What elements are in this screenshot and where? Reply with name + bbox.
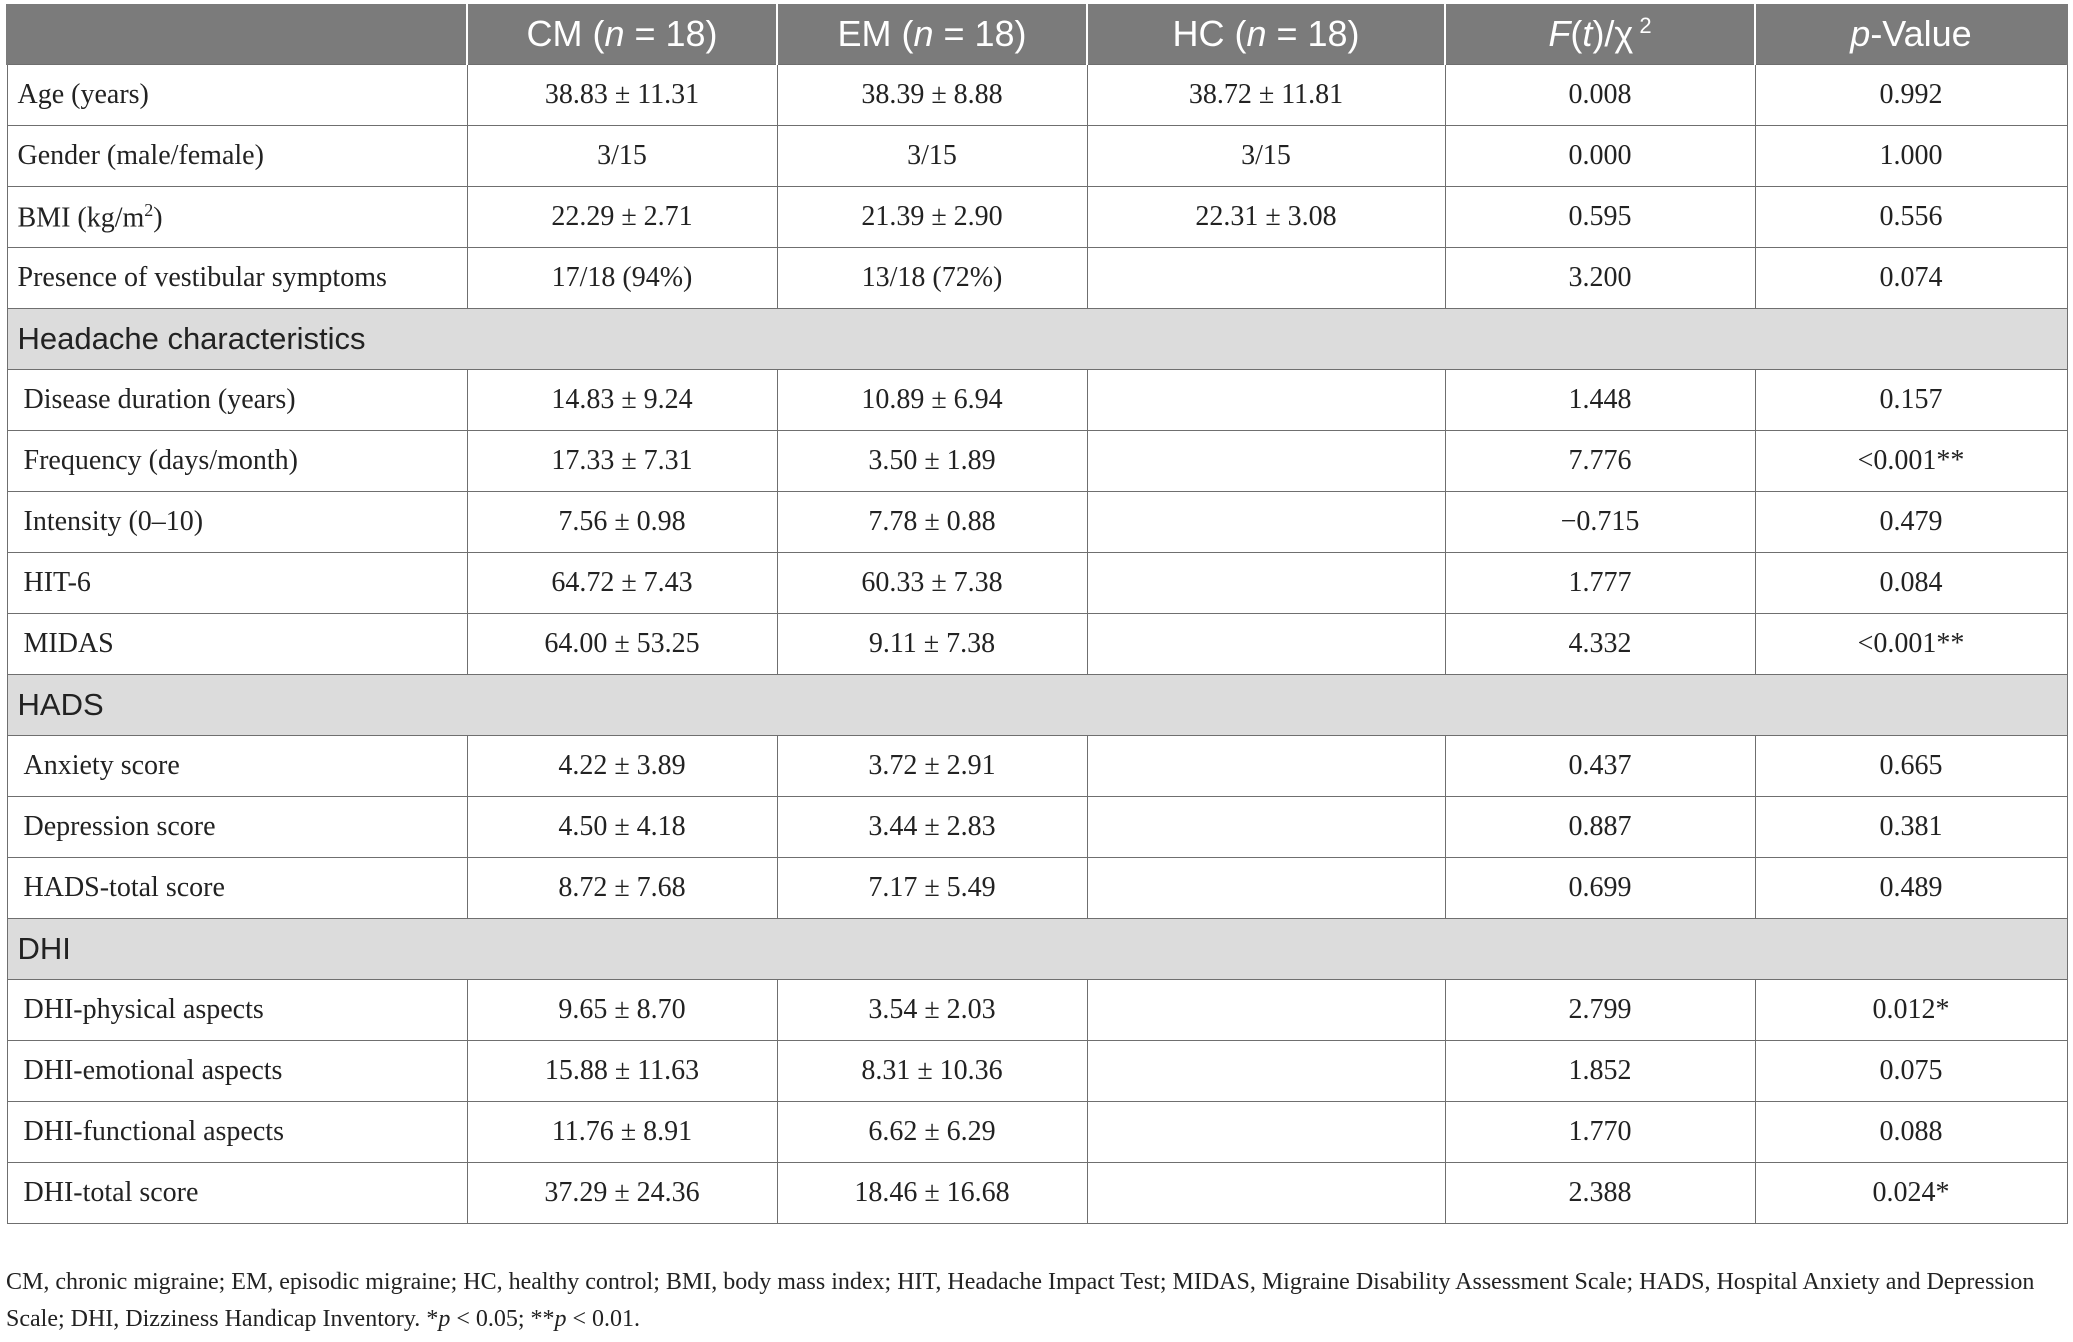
table-row (7, 492, 2067, 553)
statistic-value: 1.770 (1445, 1102, 1755, 1163)
table-footnote: CM, chronic migraine; EM, episodic migraine; HC, healthy control; BMI, body mass index; HIT, Headache Impact Test; MIDAS, Migraine Disability Assessment Scale; HADS, Hospital Anxiety and Depression Scale; DHI, Dizziness Handicap Inventory. *p < 0.05; **p < 0.01. (6, 1269, 2035, 1332)
p-value: <0.001** (1755, 614, 2067, 675)
row-label: Frequency (days/month) (7, 431, 467, 492)
cm-value: 3/15 (467, 126, 777, 187)
statistic-value: 1.448 (1445, 370, 1755, 431)
row-label: Anxiety score (7, 736, 467, 797)
cm-value: 38.83 ± 11.31 (467, 65, 777, 126)
statistic-value: 0.595 (1445, 187, 1755, 248)
p-value: 0.024* (1755, 1163, 2067, 1224)
cm-value: 7.56 ± 0.98 (467, 492, 777, 553)
p-value: 0.074 (1755, 248, 2067, 309)
statistic-value: 0.887 (1445, 797, 1755, 858)
em-value: 38.39 ± 8.88 (777, 65, 1087, 126)
cm-value: 9.65 ± 8.70 (467, 980, 777, 1041)
section-header-row (7, 919, 2067, 980)
statistic-value: −0.715 (1445, 492, 1755, 553)
row-label: Depression score (7, 797, 467, 858)
cm-value: 14.83 ± 9.24 (467, 370, 777, 431)
table-row (7, 1102, 2067, 1163)
row-label: HADS-total score (7, 858, 467, 919)
cm-value: 64.72 ± 7.43 (467, 553, 777, 614)
em-value: 8.31 ± 10.36 (777, 1041, 1087, 1102)
cm-value: 4.22 ± 3.89 (467, 736, 777, 797)
em-value: 6.62 ± 6.29 (777, 1102, 1087, 1163)
p-value: 1.000 (1755, 126, 2067, 187)
demographics-table (6, 4, 2068, 1224)
row-label: Gender (male/female) (7, 126, 467, 187)
statistic-value: 3.200 (1445, 248, 1755, 309)
cm-value: 4.50 ± 4.18 (467, 797, 777, 858)
table-row (7, 126, 2067, 187)
hc-value (1087, 1041, 1445, 1102)
em-value: 9.11 ± 7.38 (777, 614, 1087, 675)
hc-value: 38.72 ± 11.81 (1087, 65, 1445, 126)
cm-value: 15.88 ± 11.63 (467, 1041, 777, 1102)
header-hc: HC (n = 18) (1087, 4, 1445, 65)
statistic-value: 4.332 (1445, 614, 1755, 675)
statistic-value: 0.000 (1445, 126, 1755, 187)
table-row (7, 736, 2067, 797)
hc-value (1087, 1102, 1445, 1163)
hc-value (1087, 858, 1445, 919)
em-value: 21.39 ± 2.90 (777, 187, 1087, 248)
em-value: 7.78 ± 0.88 (777, 492, 1087, 553)
em-value: 3.54 ± 2.03 (777, 980, 1087, 1041)
p-value: 0.556 (1755, 187, 2067, 248)
em-value: 18.46 ± 16.68 (777, 1163, 1087, 1224)
hc-value (1087, 370, 1445, 431)
table-row (7, 431, 2067, 492)
table-row (7, 614, 2067, 675)
hc-value: 22.31 ± 3.08 (1087, 187, 1445, 248)
table-container (6, 4, 2066, 1224)
table-row (7, 1163, 2067, 1224)
header-statistic: F(t)/χ $^2$ (1445, 4, 1755, 65)
table-row (7, 187, 2067, 248)
section-title: HADS (7, 675, 2067, 736)
statistic-value: 1.852 (1445, 1041, 1755, 1102)
table-row (7, 797, 2067, 858)
row-label: Intensity (0–10) (7, 492, 467, 553)
row-label: Presence of vestibular symptoms (7, 248, 467, 309)
section-header-row (7, 309, 2067, 370)
hc-value (1087, 614, 1445, 675)
em-value: 7.17 ± 5.49 (777, 858, 1087, 919)
hc-value (1087, 431, 1445, 492)
p-value: 0.489 (1755, 858, 2067, 919)
cm-value: 64.00 ± 53.25 (467, 614, 777, 675)
p-value: 0.157 (1755, 370, 2067, 431)
statistic-value: 0.437 (1445, 736, 1755, 797)
header-cm: CM (n = 18) (467, 4, 777, 65)
statistic-value: 7.776 (1445, 431, 1755, 492)
section-title: Headache characteristics (7, 309, 2067, 370)
row-label: DHI-emotional aspects (7, 1041, 467, 1102)
statistic-value: 0.008 (1445, 65, 1755, 126)
table-body (7, 65, 2067, 1224)
row-label: BMI $(kg/m^2)$ (7, 187, 467, 248)
em-value: 10.89 ± 6.94 (777, 370, 1087, 431)
em-value: 3.44 ± 2.83 (777, 797, 1087, 858)
hc-value (1087, 736, 1445, 797)
row-label: Age (years) (7, 65, 467, 126)
p-value: 0.012* (1755, 980, 2067, 1041)
em-value: 13/18 (72%) (777, 248, 1087, 309)
statistic-value: 2.388 (1445, 1163, 1755, 1224)
table-row (7, 980, 2067, 1041)
cm-value: 22.29 ± 2.71 (467, 187, 777, 248)
table-row (7, 858, 2067, 919)
cm-value: 8.72 ± 7.68 (467, 858, 777, 919)
statistic-value: 2.799 (1445, 980, 1755, 1041)
hc-value (1087, 1163, 1445, 1224)
table-row (7, 65, 2067, 126)
statistic-value: 0.699 (1445, 858, 1755, 919)
hc-value (1087, 797, 1445, 858)
em-value: 3.72 ± 2.91 (777, 736, 1087, 797)
header-em: EM (n = 18) (777, 4, 1087, 65)
statistic-value: 1.777 (1445, 553, 1755, 614)
row-label: MIDAS (7, 614, 467, 675)
table-row (7, 553, 2067, 614)
p-value: 0.381 (1755, 797, 2067, 858)
table-row (7, 370, 2067, 431)
row-label: HIT-6 (7, 553, 467, 614)
hc-value (1087, 980, 1445, 1041)
p-value: <0.001** (1755, 431, 2067, 492)
section-header-row (7, 675, 2067, 736)
p-value: 0.084 (1755, 553, 2067, 614)
hc-value: 3/15 (1087, 126, 1445, 187)
hc-value (1087, 248, 1445, 309)
row-label: Disease duration (years) (7, 370, 467, 431)
cm-value: 17/18 (94%) (467, 248, 777, 309)
cm-value: 11.76 ± 8.91 (467, 1102, 777, 1163)
row-label: DHI-functional aspects (7, 1102, 467, 1163)
p-value: 0.479 (1755, 492, 2067, 553)
header-empty (7, 4, 467, 65)
p-value: 0.992 (1755, 65, 2067, 126)
header-row (7, 4, 2067, 65)
header-p-value: p-Value (1755, 4, 2067, 65)
row-label: DHI-total score (7, 1163, 467, 1224)
section-title: DHI (7, 919, 2067, 980)
footnote-abbreviations: CM, chronic migraine; EM, episodic migraine; HC, healthy control; BMI, body mass index; HIT, Headache Impact Test; MIDAS, Migraine Disability Assessment Scale; HADS, Hospital Anxiety and Depression Scale; DHI, Dizziness Handicap Inventory. (6, 1269, 2035, 1332)
em-value: 60.33 ± 7.38 (777, 553, 1087, 614)
em-value: 3.50 ± 1.89 (777, 431, 1087, 492)
hc-value (1087, 492, 1445, 553)
em-value: 3/15 (777, 126, 1087, 187)
cm-value: 37.29 ± 24.36 (467, 1163, 777, 1224)
table-row (7, 1041, 2067, 1102)
p-value: 0.088 (1755, 1102, 2067, 1163)
p-value: 0.075 (1755, 1041, 2067, 1102)
p-value: 0.665 (1755, 736, 2067, 797)
row-label: DHI-physical aspects (7, 980, 467, 1041)
table-row (7, 248, 2067, 309)
hc-value (1087, 553, 1445, 614)
cm-value: 17.33 ± 7.31 (467, 431, 777, 492)
